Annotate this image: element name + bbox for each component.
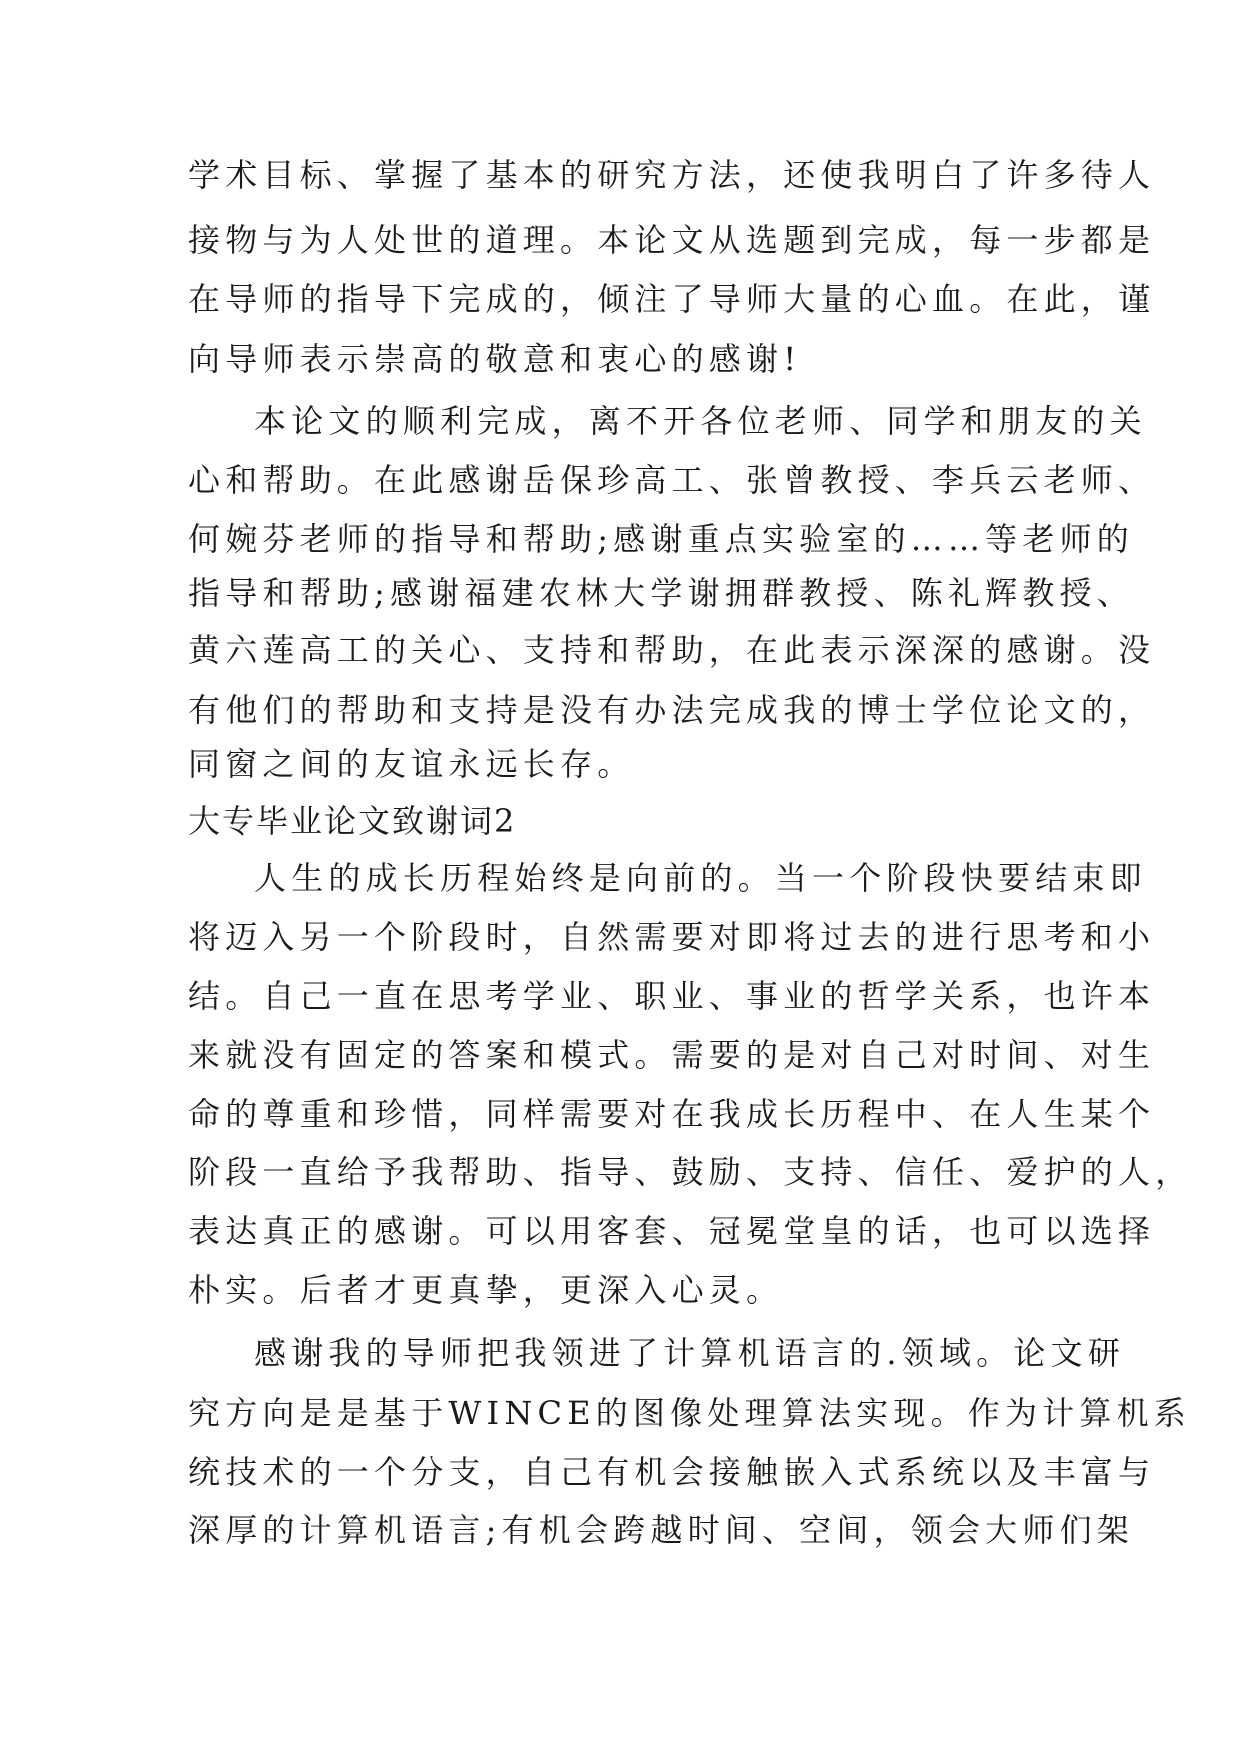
paragraph-line: 心和帮助。在此感谢岳保珍高工、张曾教授、李兵云老师、 xyxy=(188,461,1156,499)
paragraph-line: 何婉芬老师的指导和帮助;感谢重点实验室的……等老师的 xyxy=(188,520,1134,558)
paragraph-line: 黄六莲高工的关心、支持和帮助，在此表示深深的感谢。没 xyxy=(188,631,1156,669)
paragraph-line: 统技术的一个分支，自己有机会接触嵌入式系统以及丰富与 xyxy=(188,1453,1156,1491)
paragraph-line: 学术目标、掌握了基本的研究方法，还使我明白了许多待人 xyxy=(188,156,1156,194)
paragraph-line: 接物与为人处世的道理。本论文从选题到完成，每一步都是 xyxy=(188,221,1156,259)
paragraph-line: 同窗之间的友谊永远长存。 xyxy=(188,745,635,783)
paragraph-line: 阶段一直给予我帮助、指导、鼓励、支持、信任、爱护的人， xyxy=(188,1153,1193,1191)
paragraph-line: 感谢我的导师把我领进了计算机语言的.领域。论文研 xyxy=(254,1334,1125,1372)
paragraph-line: 有他们的帮助和支持是没有办法完成我的博士学位论文的， xyxy=(188,691,1156,729)
paragraph-line: 命的尊重和珍惜，同样需要对在我成长历程中、在人生某个 xyxy=(188,1095,1156,1133)
paragraph-line: 指导和帮助;感谢福建农林大学谢拥群教授、陈礼辉教授、 xyxy=(188,574,1134,612)
paragraph-line: 朴实。后者才更真挚，更深入心灵。 xyxy=(188,1271,784,1309)
paragraph-line: 在导师的指导下完成的，倾注了导师大量的心血。在此，谨 xyxy=(188,280,1156,318)
paragraph-line: 本论文的顺利完成，离不开各位老师、同学和朋友的关 xyxy=(254,402,1147,440)
paragraph-line: 向导师表示崇高的敬意和衷心的感谢! xyxy=(188,340,802,378)
paragraph-line: 将迈入另一个阶段时，自然需要对即将过去的进行思考和小 xyxy=(188,918,1156,956)
paragraph-line: 表达真正的感谢。可以用客套、冠冕堂皇的话，也可以选择 xyxy=(188,1212,1156,1250)
section-heading: 大专毕业论文致谢词2 xyxy=(188,802,517,840)
paragraph-line: 结。自己一直在思考学业、职业、事业的哲学关系，也许本 xyxy=(188,977,1156,1015)
paragraph-line: 来就没有固定的答案和模式。需要的是对自己对时间、对生 xyxy=(188,1036,1156,1074)
paragraph-line: 深厚的计算机语言;有机会跨越时间、空间，领会大师们架 xyxy=(188,1511,1134,1549)
paragraph-line: 人生的成长历程始终是向前的。当一个阶段快要结束即 xyxy=(254,859,1147,897)
paragraph-line: 究方向是是基于WINCE的图像处理算法实现。作为计算机系 xyxy=(188,1394,1191,1432)
